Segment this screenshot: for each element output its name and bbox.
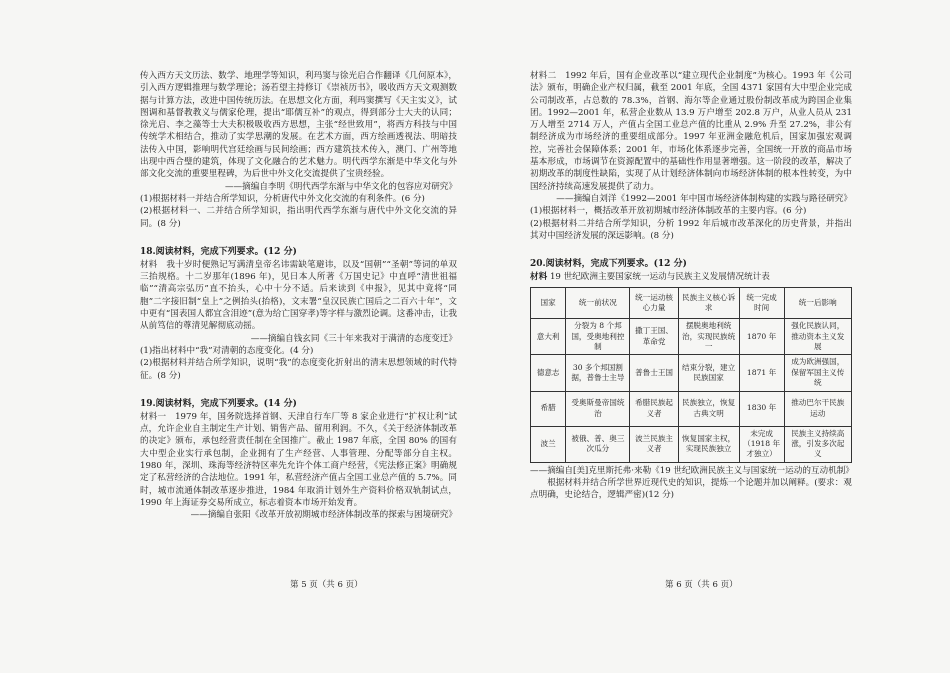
question-19-source-2: ——摘编自刘洋《1992—2001 年中国市场经济体制构建的实践与路径研究》 bbox=[556, 193, 852, 204]
table-row bbox=[531, 426, 852, 462]
table-cell: 被俄、普、奥三次瓜分 bbox=[566, 426, 630, 462]
table-cell: 1871 年 bbox=[739, 355, 784, 391]
table-cell: 恢复国家主权，实现民族独立 bbox=[678, 426, 739, 462]
material-continued-paragraph: 传入西方天文历法、数学、地理学等知识，利玛窦与徐光启合作翻译《几何原本》，引入西方逻辑推理与数学理论；汤若望主持修订《崇祯历书》，吸收西方天文观测数据与计算方法，改进中国传统历法。在思想文化方面，利玛窦撰写《天主实义》，试图调和基督教教义与儒家伦理，提出“耶儒互补”的观点，得到部分士大夫的认同；徐光启、李之藻等士大夫积极吸收西方思想，主张“经世致用”，将西方科技与中国传统学术相结合，推动了实学思潮的发展。在艺术方面，西方绘画透视法、明暗技法传入中国，影响明代宫廷绘画与民间绘画；西方建筑技术传入，澳门、广州等地出现中西合璧的建筑，体现了文化融合的艺术魅力。明代西学东渐是中华文化与外部文化交流的重要里程碑，为后世中外文化交流提供了宝贵经验。 bbox=[140, 71, 457, 180]
table-cell: 强化民族认同，推动资本主义发展 bbox=[784, 319, 851, 355]
table-cell: 推动巴尔干民族运动 bbox=[784, 391, 851, 426]
comparison-table bbox=[530, 287, 852, 463]
page-footer-6: 第 6 页（共 6 页） bbox=[665, 580, 738, 590]
table-cell: 意大利 bbox=[531, 319, 566, 355]
table-header-cell: 统一后影响 bbox=[784, 288, 851, 319]
question-18-material: 材料 我十岁时便熟记写满清皇帝名讳需缺笔避讳，以及“国朝”“圣朝”等词的单双三抬规格。十二岁那年(1896 年)，见日本人所著《万国史记》中直呼“清世祖福临”“清高宗弘历”直不抬头，心中十分不适。后来读到《申报》，见其中竟将“同胞”二字接旧制“皇上”之例抬头(抬格)，文末署“皇汉民族亡国后之二百六十年”，文中更有“国表国人都宜含泪迹”(意为给亡国穿孝)等字样与激烈论调。这番冲击，让我从前笃信的尊清见解彻底动摇。 bbox=[140, 259, 457, 332]
table-cell: 希腊 bbox=[531, 391, 566, 426]
table-header-cell: 统一完成时间 bbox=[739, 288, 784, 319]
question-19-material-2: 材料二 1992 年后，国有企业改革以“建立现代企业制度”为核心。1993 年《公司法》颁布，明确企业产权归属，截至 2001 年底，全国 4371 家国有大中型企业完成公司制改革，占总数的 78.3%，首钢、海尔等企业通过股份制改革成为跨国企业集团。1992—2001 年，私营企业数从 13.9 万户增至 202.8 万户，从业人员从 231 万人增至 2714 万人，产值占全国工业总产值的比重从 2.9% 升至 27.2%，非公有制经济成为市场经济的重要组成部分。1997 年亚洲金融危机后，国家加强宏观调控，完善社会保障体系；2001 年，市场化体系逐步完善，全国统一开放的商品市场基本形成，市场调节在资源配置中的基础性作用显著增强。这一阶段的改革，解决了初期改革的制度性缺陷，实现了从计划经济体制向市场经济体制的根本性转变，为中国经济持续高速发展提供了动力。 bbox=[530, 71, 852, 192]
question-17-part-1: (1)根据材料一并结合所学知识，分析唐代中外文化交流的有利条件。(6 分) bbox=[140, 193, 425, 204]
page-6 bbox=[475, 0, 950, 673]
table-cell: 撒丁王国、革命党 bbox=[630, 319, 678, 355]
table-header-cell: 民族主义核心诉求 bbox=[678, 288, 739, 319]
table-cell: 1830 年 bbox=[739, 391, 784, 426]
question-19-part-2: (2)根据材料二并结合所学知识，分析 1992 年后城市改革深化的历史背景，并指出其对中国经济发展的深远影响。(8 分) bbox=[530, 218, 852, 241]
question-17-part-2: (2)根据材料一、二并结合所学知识，指出明代西学东渐与唐代中外文化交流的异同。(8 分) bbox=[140, 206, 457, 229]
table-caption bbox=[530, 271, 852, 284]
question-18-part-1: (1)指出材料中“我”对清朝的态度变化。(4 分) bbox=[140, 345, 314, 356]
table-header-cell: 国家 bbox=[531, 288, 566, 319]
table-cell: 摆脱奥地利统治，实现民族统一 bbox=[678, 319, 739, 355]
table-header-cell: 统一运动核心力量 bbox=[630, 288, 678, 319]
table-cell: 普鲁士王国 bbox=[630, 355, 678, 391]
question-19-part-1: (1)根据材料一，概括改革开放初期城市经济体制改革的主要内容。(6 分) bbox=[530, 206, 807, 217]
table-row bbox=[531, 355, 852, 391]
table-cell: 波兰 bbox=[531, 426, 566, 462]
table-cell: 德意志 bbox=[531, 355, 566, 391]
question-19-source-1: ——摘编自张阳《改革开放初期城市经济体制改革的探索与困境研究》 bbox=[190, 510, 457, 521]
table-header-cell: 统一前状况 bbox=[566, 288, 630, 319]
question-19-material-1: 材料一 1979 年，国务院选择首钢、天津自行车厂等 8 家企业进行“扩权让利”试点，允许企业自主制定生产计划、销售产品、留用利润。不久，《关于经济体制改革的决定》颁布，承包经营责任制在全国推广。截止 1987 年底，全国 80% 的国有大中型企业实行承包制，企业拥有了生产经营、人事管理、分配等部分自主权。1980 年，深圳、珠海等经济特区率先允许个体工商户经营，《宪法修正案》明确规定了私营经济的合法地位。1991 年，私营经济产值占全国工业总产值的 5.7%。同时，城市流通体制改革逐步推进，1984 年取消计划外生产资料价格双轨制试点，1990 年上海证券交易所成立，标志着资本市场开始发育。 bbox=[140, 411, 457, 508]
table-row bbox=[531, 391, 852, 426]
page-footer-5: 第 5 页（共 6 页） bbox=[290, 580, 363, 590]
table-row bbox=[531, 319, 852, 355]
table-caption-label: 材料 bbox=[530, 272, 548, 283]
table-cell: 民族主义持续高涨，引发多次起义 bbox=[784, 426, 851, 462]
question-19-header: 19.阅读材料，完成下列要求。(14 分) bbox=[140, 398, 297, 409]
table-cell: 波兰民族主义者 bbox=[630, 426, 678, 462]
table-cell: 希腊民族起义者 bbox=[630, 391, 678, 426]
question-18-header: 18.阅读材料，完成下列要求。(12 分) bbox=[140, 246, 297, 257]
table-caption-text: 19 世纪欧洲主要国家统一运动与民族主义发展情况统计表 bbox=[549, 272, 770, 283]
table-cell: 30 多个邦国割据，普鲁士主导 bbox=[566, 355, 630, 391]
question-18-part-2: (2)根据材料并结合所学知识，说明“我”的态度变化折射出的清末思想领域的时代特征。(8 分) bbox=[140, 358, 457, 381]
table-cell: 成为欧洲强国，保留军国主义传统 bbox=[784, 355, 851, 391]
question-20-header: 20.阅读材料，完成下列要求。(12 分) bbox=[530, 259, 687, 270]
table-cell: 受奥斯曼帝国统治 bbox=[566, 391, 630, 426]
question-18-source: ——摘编自钱玄同《三十年来我对于满清的态度变迁》 bbox=[250, 333, 457, 344]
table-cell: 1870 年 bbox=[739, 319, 784, 355]
table-header-row bbox=[531, 288, 852, 319]
table-cell: 分裂为 8 个邦国，受奥地利控制 bbox=[566, 319, 630, 355]
question-20-prompt: 根据材料并结合所学世界近现代史的知识，提炼一个论题并加以阐释。(要求：观点明确，史论结合，逻辑严密)(12 分) bbox=[530, 478, 852, 501]
question-20-source: ——摘编自[美]克里斯托弗·来勒《19 世纪欧洲民族主义与国家统一运动的互动机制》 bbox=[530, 465, 854, 476]
material-source: ——摘编自李明《明代西学东渐与中华文化的包容应对研究》 bbox=[224, 181, 457, 192]
table-cell: 民族独立，恢复古典文明 bbox=[678, 391, 739, 426]
table-cell: 结束分裂，建立民族国家 bbox=[678, 355, 739, 391]
table-cell: 未完成（1918 年才独立） bbox=[739, 426, 784, 462]
